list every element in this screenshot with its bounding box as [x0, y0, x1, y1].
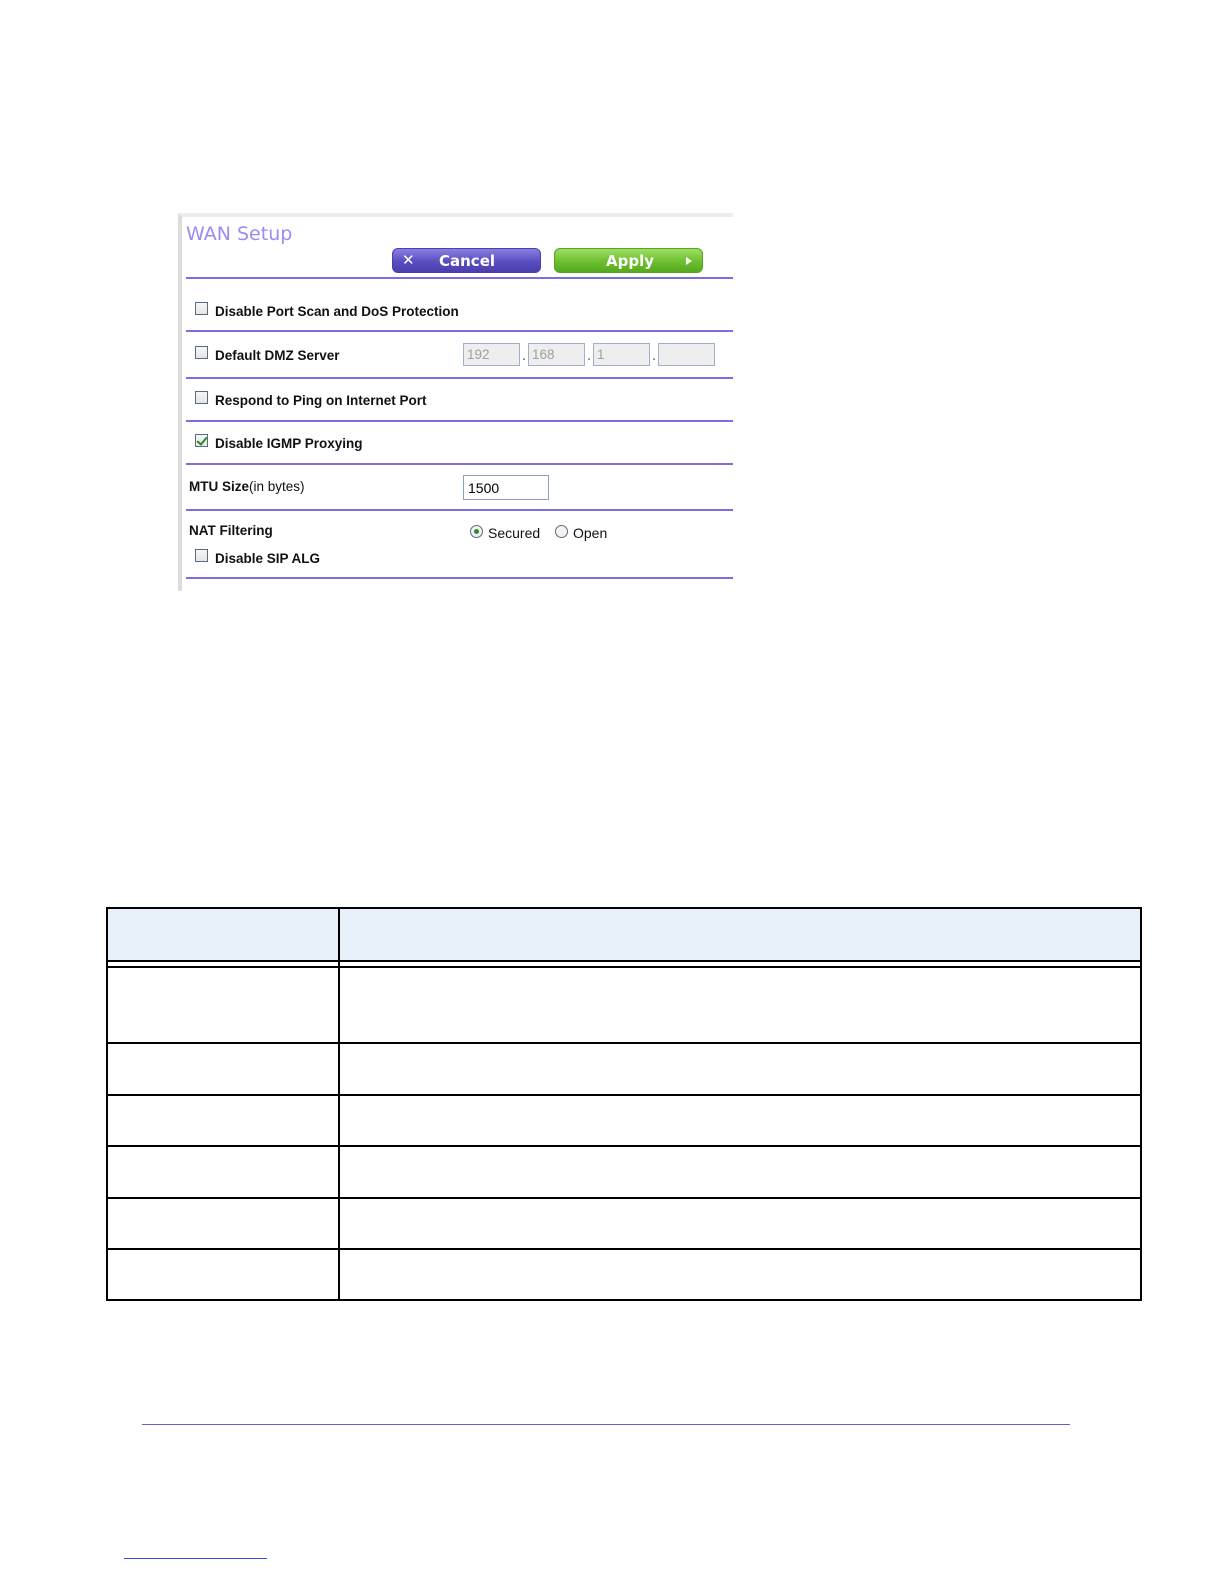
cancel-button-label: Cancel: [439, 252, 496, 270]
ping-checkbox[interactable]: [195, 391, 208, 404]
divider: [186, 377, 733, 379]
nat-secured-radio[interactable]: [470, 525, 483, 538]
sip-alg-checkbox[interactable]: [195, 549, 208, 562]
footer-divider: [142, 1424, 1070, 1425]
divider: [186, 330, 733, 332]
ip-dot: .: [587, 349, 592, 364]
sip-alg-label: Disable SIP ALG: [215, 551, 321, 566]
port-scan-checkbox[interactable]: [195, 302, 208, 315]
close-icon: ✕: [402, 251, 415, 269]
table-row: [108, 1042, 1140, 1044]
divider: [186, 509, 733, 511]
dmz-checkbox[interactable]: [195, 346, 208, 359]
mtu-size-input[interactable]: [463, 475, 549, 500]
mtu-label: [189, 479, 305, 494]
table-row: [108, 1094, 1140, 1096]
table-header: [108, 909, 1140, 962]
divider: [186, 463, 733, 465]
arrow-right-icon: [686, 257, 692, 265]
dmz-ip-octet-4[interactable]: [658, 343, 715, 366]
ip-dot: .: [522, 349, 527, 364]
nat-secured-label: Secured: [488, 525, 541, 541]
table-header-rule: [108, 966, 1140, 968]
nat-open-label: Open: [573, 525, 608, 541]
table-column-divider: [338, 909, 340, 1299]
dmz-ip-octet-1[interactable]: [463, 343, 520, 366]
nat-filtering-label: NAT Filtering: [189, 523, 273, 538]
apply-button-label: Apply: [606, 252, 655, 270]
ping-label: Respond to Ping on Internet Port: [215, 393, 427, 408]
port-scan-label: Disable Port Scan and DoS Protection: [215, 304, 459, 319]
table-row: [108, 1197, 1140, 1199]
dmz-ip-octet-3[interactable]: [593, 343, 650, 366]
page-title: WAN Setup: [186, 223, 293, 245]
cancel-button[interactable]: [392, 248, 541, 273]
table-row: [108, 1248, 1140, 1250]
igmp-checkbox[interactable]: [195, 434, 208, 447]
apply-button[interactable]: [554, 248, 703, 273]
divider: [186, 420, 733, 422]
divider: [186, 577, 733, 579]
settings-table: [106, 907, 1142, 1301]
table-row: [108, 1145, 1140, 1147]
divider: [186, 277, 733, 279]
nat-open-radio[interactable]: [555, 525, 568, 538]
mtu-label-text: MTU Size: [189, 479, 250, 494]
wan-setup-panel: [178, 213, 733, 591]
dmz-ip-octet-2[interactable]: [528, 343, 585, 366]
mtu-label-unit: (in bytes): [249, 479, 305, 494]
footer-link-underline[interactable]: [124, 1558, 267, 1559]
ip-dot: .: [652, 349, 657, 364]
dmz-label: Default DMZ Server: [215, 348, 340, 363]
igmp-label: Disable IGMP Proxying: [215, 436, 363, 451]
